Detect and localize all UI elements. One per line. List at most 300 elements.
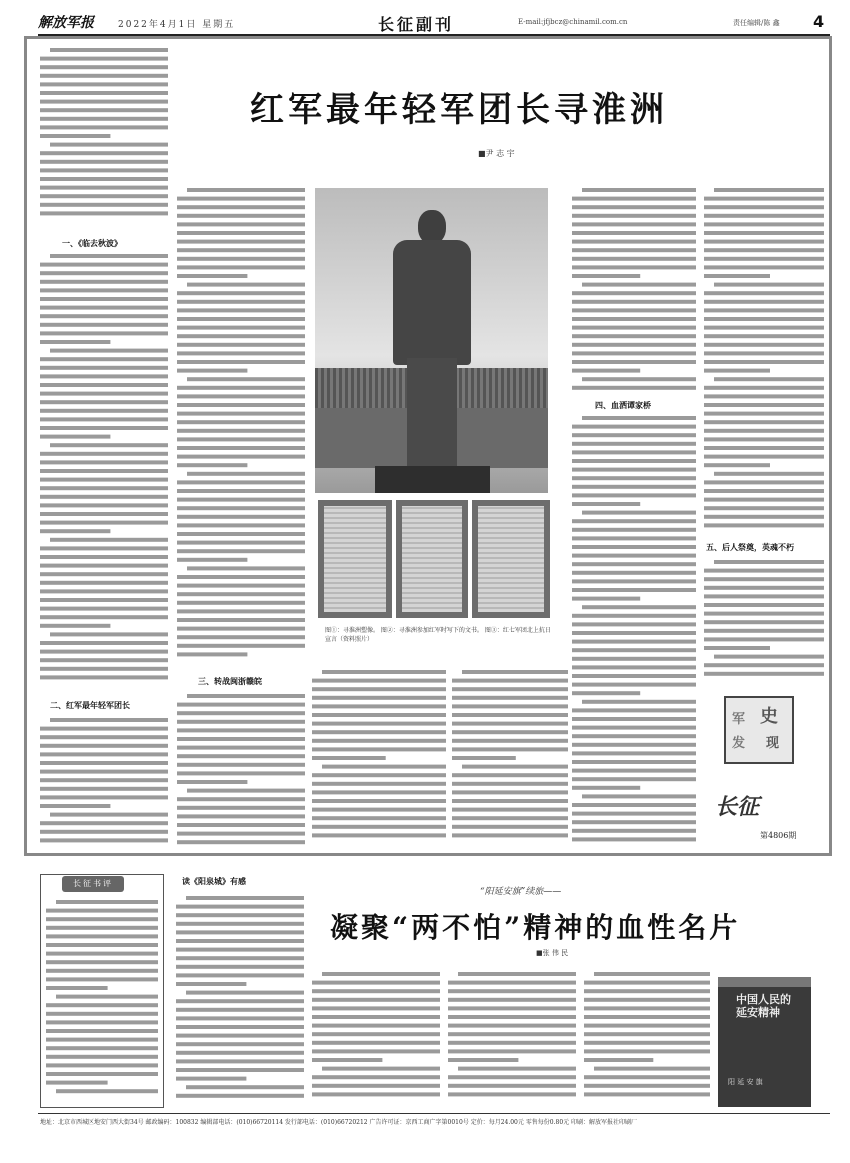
text-line [458,1067,576,1071]
text-line [572,657,696,661]
text-line [187,566,305,570]
text-line [572,468,696,472]
text-line [50,538,168,542]
text-line [177,806,305,810]
text-line [46,917,158,921]
text-line [40,65,168,69]
text-line [452,773,568,777]
text-line [704,205,824,209]
text-line [572,717,696,721]
text-line [572,274,640,278]
text-line [704,429,824,433]
text-line [458,972,576,976]
text-line [704,197,824,201]
text-line [572,536,696,540]
document-photo-2 [396,500,468,618]
text-line [572,648,696,652]
text-line [312,1084,440,1088]
text-line [40,160,168,164]
text-line [572,222,696,226]
text-line [572,300,696,304]
text-line [572,248,696,252]
text-line [704,446,824,450]
text-lines [177,692,305,848]
text-line [46,1072,158,1076]
text-line [40,469,168,473]
text-line [187,472,305,476]
text-line [312,730,446,734]
military-history-stamp [724,696,794,764]
text-line [177,498,305,502]
text-line [572,326,696,330]
text-line [594,1067,710,1071]
text-line [46,934,158,938]
column-badge: 长征书评 [62,876,124,892]
text-line [177,832,305,836]
text-line [452,790,568,794]
text-line [584,1041,710,1045]
text-line [572,265,696,269]
text-line [312,816,446,820]
text-line [177,627,305,631]
statue-body [393,240,471,365]
text-line [40,203,168,207]
text-line [40,271,168,275]
text-line [312,704,446,708]
text-line [704,498,824,502]
text-line [312,825,446,829]
lower-kicker: “阳延安旗”续旅—— [480,887,562,897]
text-line [46,952,158,956]
text-line [177,711,305,715]
text-line [704,672,824,676]
text-line [572,476,696,480]
text-line [177,823,305,827]
text-line [40,108,168,112]
text-line [40,392,168,396]
text-line [177,754,305,758]
text-line [177,541,305,545]
text-line [50,813,168,817]
text-line [704,257,824,261]
text-lines [40,716,168,848]
text-line [40,770,168,774]
text-line [177,720,305,724]
text-line [312,998,440,1002]
text-lines [177,186,305,666]
text-line [572,386,696,390]
text-line [704,515,824,519]
text-line [46,1012,158,1016]
text-line [176,1016,304,1020]
text-line [312,679,446,683]
text-line [177,703,305,707]
text-line [40,435,110,439]
text-line [177,618,305,622]
text-line [582,700,696,704]
text-line [704,386,824,390]
page-number: 4 [813,12,825,31]
text-line [40,727,168,731]
text-line [572,493,696,497]
text-line [572,708,696,712]
main-article-byline: ■尹 志 宇 [478,149,515,158]
text-line [312,773,446,777]
text-line [177,300,305,304]
text-line [46,909,158,913]
text-line [452,756,516,760]
text-line [448,1041,576,1045]
text-line [40,306,168,310]
text-line [40,478,168,482]
text-line [572,769,696,773]
text-line [584,1032,710,1036]
text-line [704,317,824,321]
text-line [40,761,168,765]
lower-title: 凝聚“两不怕”精神的血性名片 [330,911,741,944]
text-line [177,308,305,312]
text-line [572,751,696,755]
text-line [40,357,168,361]
book-cover [718,977,811,1107]
text-line [40,383,168,387]
text-column-1b [40,252,168,690]
text-line [584,981,710,985]
text-line [312,696,446,700]
text-line [176,1094,304,1098]
text-line [176,1034,304,1038]
statue-head [418,210,446,244]
text-line [40,211,168,215]
text-lines [46,898,158,1104]
text-line [177,480,305,484]
stamp-char-3: 发 [732,736,746,751]
text-line [177,317,305,321]
text-line [584,989,710,993]
text-line [40,744,168,748]
text-line [572,665,696,669]
text-line [40,555,168,559]
text-line [40,177,168,181]
text-line [584,1015,710,1019]
text-line [448,1006,576,1010]
text-line [40,529,110,533]
text-line [704,577,824,581]
section-name: 长征副刊 [378,15,455,34]
stamp-char-2: 军 [732,712,746,727]
text-line [40,675,168,679]
text-line [177,532,305,536]
text-line [704,326,824,330]
text-line [462,765,568,769]
text-line [448,1015,576,1019]
text-line [176,939,304,943]
text-line [312,1024,440,1028]
section-heading-4: 四、血洒谭家桥 [595,400,651,410]
text-line [572,519,696,523]
text-line [572,334,696,338]
text-line [177,558,247,562]
text-line [50,349,168,353]
text-line [177,205,305,209]
text-line [312,739,446,743]
text-line [177,609,305,613]
text-line [40,151,168,155]
text-line [177,403,305,407]
text-line [572,734,696,738]
text-line [452,808,568,812]
text-line [56,995,158,999]
text-line [40,495,168,499]
text-line [704,663,824,667]
text-line [572,691,640,695]
text-line [177,394,305,398]
text-line [322,765,446,769]
masthead [38,12,830,34]
text-line [572,820,696,824]
text-line [704,620,824,624]
text-line [704,369,770,373]
text-line [177,771,305,775]
text-line [177,592,305,596]
text-line [177,412,305,416]
text-line [572,837,696,841]
text-line [176,948,304,952]
text-line [40,838,168,842]
text-line [177,489,305,493]
text-line [312,981,440,985]
text-line [40,323,168,327]
text-line [572,351,696,355]
text-lines [312,668,446,848]
text-line [177,584,305,588]
text-line [50,48,168,52]
text-line [46,1003,158,1007]
text-line [572,562,696,566]
text-line [572,343,696,347]
text-line [572,459,696,463]
text-line [50,632,168,636]
book-stripe [718,977,811,987]
text-lines [572,414,696,848]
text-line [582,794,696,798]
text-column-5a [572,186,696,394]
text-line [312,713,446,717]
text-line [40,194,168,198]
text-line [584,1084,710,1088]
text-line [177,231,305,235]
text-line [452,833,568,837]
text-line [704,420,824,424]
text-line [177,506,305,510]
text-lines [40,252,168,690]
section-heading-2: 二、红军最年轻军团长 [50,700,130,710]
statue-pedestal [375,466,490,493]
text-line [50,254,168,258]
text-line [312,808,446,812]
text-line [176,999,304,1003]
section-heading-1: 一、《临去秋波》 [62,238,122,248]
text-line [177,840,305,844]
text-line [176,973,304,977]
text-line [572,433,696,437]
text-line [312,782,446,786]
text-line [176,913,304,917]
text-line [572,588,696,592]
text-line [704,480,824,484]
text-line [177,343,305,347]
text-line [312,1075,440,1079]
text-line [704,351,824,355]
text-line [572,554,696,558]
text-line [704,506,824,510]
text-line [448,1084,576,1088]
text-line [187,283,305,287]
text-line [452,825,568,829]
text-line [40,572,168,576]
lower-column-3 [448,970,576,1104]
text-line [176,1068,304,1072]
text-line [46,1046,158,1050]
text-line [40,82,168,86]
text-line [177,455,305,459]
text-line [177,274,247,278]
text-line [46,1063,158,1067]
statue-legs [407,358,457,468]
text-line [572,579,696,583]
text-line [40,100,168,104]
text-lines [704,558,824,686]
text-line [40,331,168,335]
text-line [40,752,168,756]
text-line [40,374,168,378]
text-line [582,511,696,515]
text-line [40,280,168,284]
text-line [714,188,824,192]
text-line [312,799,446,803]
text-line [448,1032,576,1036]
text-line [176,982,246,986]
text-line [312,1032,440,1036]
text-line [704,612,824,616]
text-line [704,403,824,407]
text-line [704,394,824,398]
text-line [572,360,696,364]
text-lines [448,970,576,1104]
text-line [50,718,168,722]
text-line [452,730,568,734]
text-line [572,317,696,321]
text-line [714,560,824,564]
text-line [572,743,696,747]
text-line [582,188,696,192]
text-line [572,674,696,678]
text-line [40,288,168,292]
text-line [177,197,305,201]
sidebar-column-text [46,898,158,1104]
text-line [177,523,305,527]
text-line [40,512,168,516]
text-line [177,248,305,252]
text-line [572,812,696,816]
text-line [704,637,824,641]
text-line [448,1049,576,1053]
text-line [186,1085,304,1089]
text-line [177,644,305,648]
text-line [452,687,568,691]
text-line [572,786,640,790]
footer-rule [38,1113,830,1114]
text-line [40,340,110,344]
text-line [584,1049,710,1053]
text-line [177,265,305,269]
text-line [177,728,305,732]
text-line [704,629,824,633]
text-line [46,1020,158,1024]
text-lines [584,970,710,1104]
text-line [177,429,305,433]
text-line [572,545,696,549]
text-line [584,1006,710,1010]
text-line [448,1092,576,1096]
text-line [448,1024,576,1028]
text-line [584,1024,710,1028]
text-line [312,1092,440,1096]
text-line [40,795,168,799]
statue-photo [315,188,548,493]
text-line [40,667,168,671]
text-line [448,1075,576,1079]
text-line [584,1075,710,1079]
text-line [176,1008,304,1012]
text-column-4b [452,668,568,848]
text-line [177,575,305,579]
issue-date: 2022年4月1日 星期五 [118,20,236,30]
text-line [452,679,568,683]
text-line [452,747,568,751]
text-line [40,581,168,585]
text-line [40,598,168,602]
document-photo-3 [472,500,550,618]
text-line [452,696,568,700]
text-line [177,780,247,784]
text-line [572,528,696,532]
text-line [584,1092,710,1096]
mini-headline: 读《阳泉城》有感 [182,876,246,886]
text-line [40,186,168,190]
text-line [572,308,696,312]
text-line [704,603,824,607]
text-line [40,787,168,791]
text-line [40,297,168,301]
text-line [177,334,305,338]
text-line [312,833,446,837]
text-line [40,564,168,568]
text-line [40,134,110,138]
text-line [40,804,110,808]
text-line [40,400,168,404]
text-line [186,991,304,995]
text-line [56,900,158,904]
text-line [177,549,305,553]
lower-byline: ■张 伟 民 [536,949,569,957]
text-line [572,622,696,626]
text-column-1c [40,716,168,848]
text-line [176,1025,304,1029]
text-line [40,650,168,654]
text-line [452,782,568,786]
text-line [40,624,110,628]
